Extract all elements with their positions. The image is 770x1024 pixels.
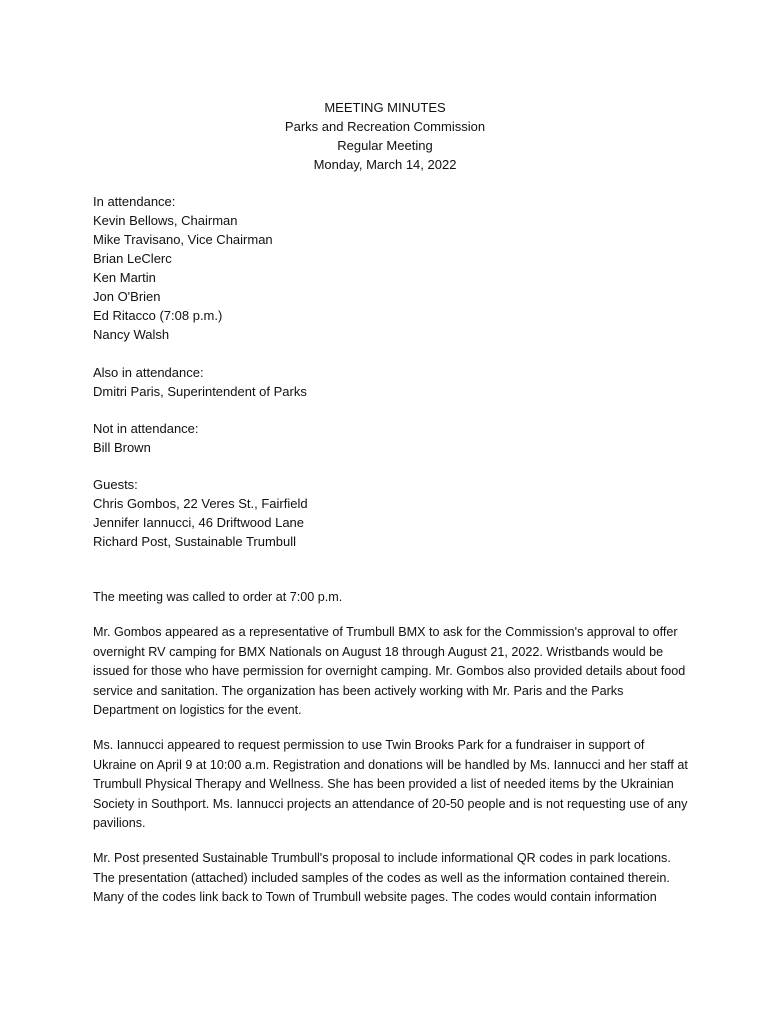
paragraph-ukraine-fundraiser: Ms. Iannucci appeared to request permission to use Twin Brooks Park for a fundraiser in support of Ukraine on April 9 at 10:00 a.m. Registration and donations will be handled by Ms. Iannucci and her staff at Trumbull Physical Therapy and Wellness. She has been provided a list of needed items by the Ukrainian Society in Southport. Ms. Iannucci projects an attendance of 20-50 people and is not requesting use of any pavilions.	[93, 738, 688, 830]
attendee: Kevin Bellows, Chairman	[93, 213, 238, 228]
attendee: Nancy Walsh	[93, 327, 170, 342]
guest: Richard Post, Sustainable Trumbull	[93, 534, 297, 549]
attendee: Brian LeClerc	[93, 251, 172, 266]
organization-name: Parks and Recreation Commission	[284, 119, 486, 134]
also-attendance-heading: Also in attendance:	[93, 365, 204, 380]
attendance-heading: In attendance:	[93, 194, 176, 209]
call-to-order: The meeting was called to order at 7:00 p.m.	[93, 590, 343, 604]
attendance-section	[93, 192, 693, 344]
guest: Jennifer Iannucci, 46 Driftwood Lane	[93, 515, 305, 530]
paragraph-bmx-camping: Mr. Gombos appeared as a representative of Trumbull BMX to ask for the Commission's approval to offer overnight RV camping for BMX Nationals on August 18 through August 21, 2022. Wristbands would be issued for those who have permission for overnight camping. Mr. Gombos also provided details about food service and sanitation. The organization has been actively working with Mr. Paris and the Parks Department on logistics for the event.	[93, 625, 686, 717]
attendee: Ken Martin	[93, 270, 156, 285]
attendee: Ed Ritacco (7:08 p.m.)	[93, 308, 223, 323]
not-attendance-section	[93, 419, 693, 457]
guest: Chris Gombos, 22 Veres St., Fairfield	[93, 496, 308, 511]
paragraph-qr-codes: Mr. Post presented Sustainable Trumbull's proposal to include informational QR codes in park locations. The presentation (attached) included samples of the codes as well as the information contained therein. Many of the codes link back to Town of Trumbull website pages. The codes would contain information	[93, 851, 671, 904]
absentee: Bill Brown	[93, 440, 151, 455]
not-attendance-heading: Not in attendance:	[93, 421, 199, 436]
minutes-header	[0, 98, 770, 174]
attendee: Mike Travisano, Vice Chairman	[93, 232, 273, 247]
attendee: Jon O'Brien	[93, 289, 161, 304]
document-title: MEETING MINUTES	[324, 100, 446, 115]
meeting-type: Regular Meeting	[337, 138, 433, 153]
meeting-date: Monday, March 14, 2022	[313, 157, 457, 172]
attendee: Dmitri Paris, Superintendent of Parks	[93, 384, 307, 399]
guests-heading: Guests:	[93, 477, 138, 492]
guests-section	[93, 475, 693, 551]
also-attendance-section	[93, 363, 693, 401]
